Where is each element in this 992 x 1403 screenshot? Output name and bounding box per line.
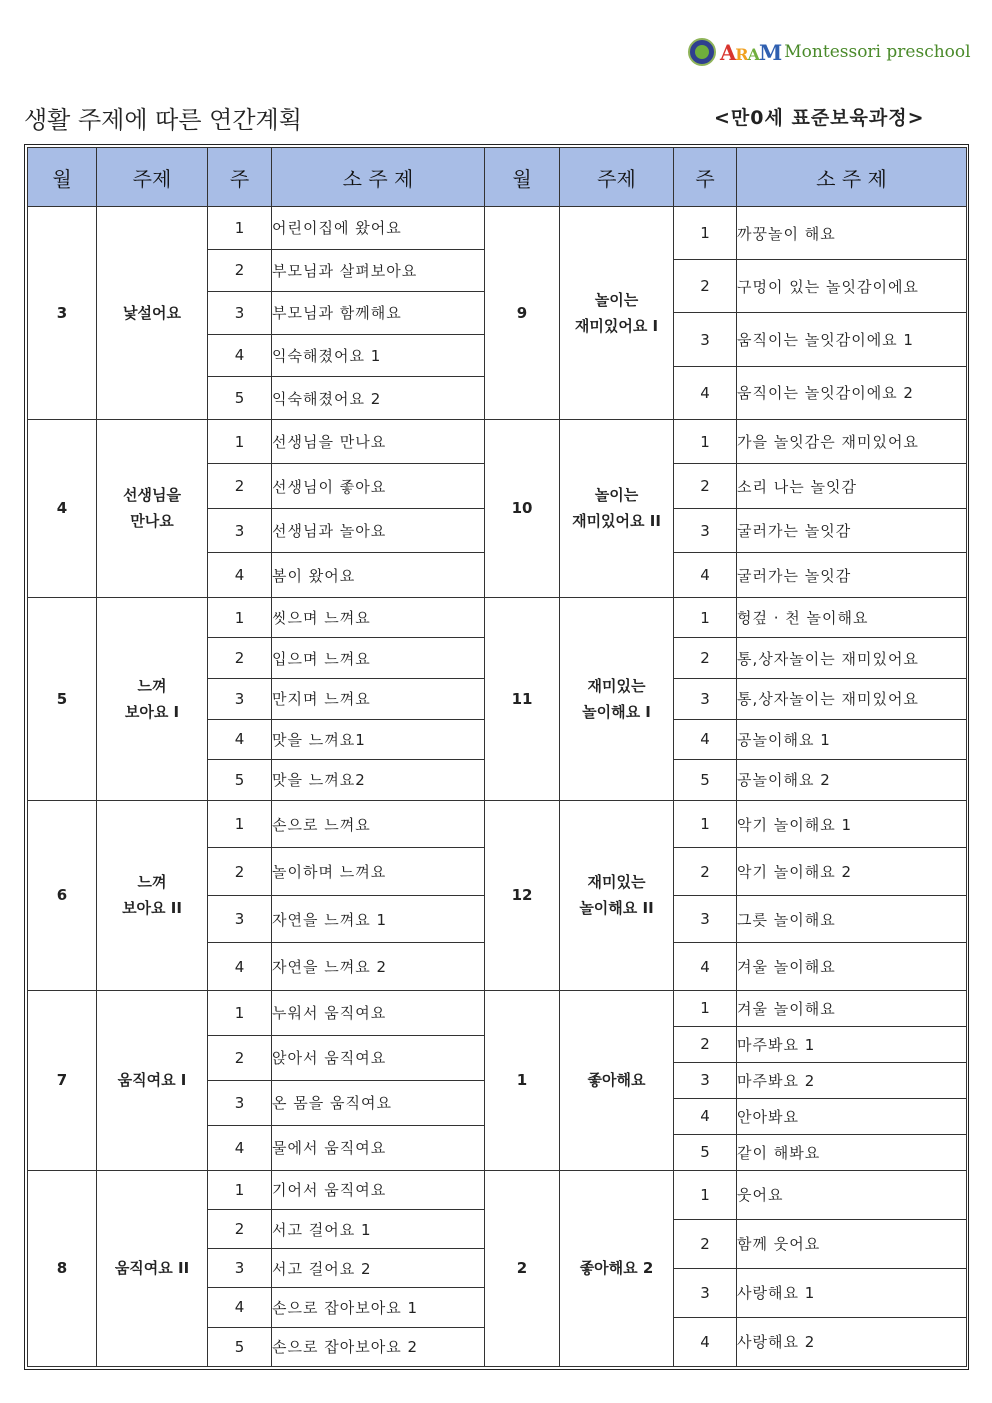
- header-month: 월: [485, 148, 560, 207]
- theme-cell: 느껴 보아요 I: [97, 597, 208, 800]
- week-cell: 5: [208, 1327, 272, 1366]
- week-cell: 4: [208, 1125, 272, 1170]
- subtopic-cell: 마주봐요 1: [737, 1026, 967, 1062]
- week-cell: 3: [674, 679, 737, 720]
- subtopic-cell: 자연을 느껴요 2: [272, 943, 485, 991]
- subtopic-cell: 통,상자놀이는 재미있어요: [737, 638, 967, 679]
- subtopic-cell: 물에서 움직여요: [272, 1125, 485, 1170]
- subtopic-cell: 안아봐요: [737, 1098, 967, 1134]
- header-week: 주: [674, 148, 737, 207]
- table-row: [28, 207, 967, 218]
- subtopic-cell: 봄이 왔어요: [272, 553, 485, 598]
- week-cell: 3: [208, 679, 272, 720]
- subtopic-cell: 손으로 잡아보아요 1: [272, 1288, 485, 1327]
- subtopic-cell: 씻으며 느껴요: [272, 597, 485, 638]
- subtopic-cell: 함께 웃어요: [737, 1219, 967, 1268]
- header-theme: 주제: [97, 148, 208, 207]
- subtopic-cell: 그릇 놀이해요: [737, 895, 967, 943]
- table-row: [28, 597, 967, 638]
- week-cell: 1: [674, 800, 737, 848]
- subtopic-cell: 맛을 느껴요1: [272, 719, 485, 760]
- theme-cell: 느껴 보아요 II: [97, 800, 208, 990]
- month-cell: 3: [28, 207, 97, 420]
- week-cell: 4: [674, 1098, 737, 1134]
- week-cell: 3: [674, 1268, 737, 1317]
- month-cell: 7: [28, 990, 97, 1170]
- subtopic-cell: 기어서 움직여요: [272, 1170, 485, 1209]
- week-cell: 1: [674, 207, 737, 260]
- logo-text: Montessori preschool: [784, 42, 971, 62]
- month-cell: 11: [485, 597, 560, 800]
- month-cell: 12: [485, 800, 560, 990]
- subtopic-cell: 움직이는 놀잇감이에요 1: [737, 313, 967, 366]
- subtopic-cell: 굴러가는 놀잇감: [737, 508, 967, 553]
- month-cell: 10: [485, 419, 560, 597]
- table-row: [28, 990, 967, 999]
- subtopic-cell: 같이 해봐요: [737, 1134, 967, 1170]
- week-cell: 1: [208, 207, 272, 250]
- week-cell: 2: [208, 1209, 272, 1248]
- table-row: [28, 1170, 967, 1180]
- table-row: [28, 800, 967, 848]
- subtopic-cell: 익숙해졌어요 2: [272, 377, 485, 420]
- table-row: [28, 419, 967, 464]
- week-cell: 2: [674, 464, 737, 509]
- subtopic-cell: 부모님과 함께해요: [272, 292, 485, 335]
- week-cell: 3: [674, 895, 737, 943]
- week-cell: 5: [208, 760, 272, 801]
- subtopic-cell: 입으며 느껴요: [272, 638, 485, 679]
- week-cell: 1: [208, 800, 272, 848]
- week-cell: 4: [674, 1317, 737, 1366]
- week-cell: 4: [208, 1288, 272, 1327]
- header-theme: 주제: [560, 148, 674, 207]
- week-cell: 5: [674, 1134, 737, 1170]
- month-cell: 2: [485, 1170, 560, 1366]
- week-cell: 1: [208, 597, 272, 638]
- subtopic-cell: 통,상자놀이는 재미있어요: [737, 679, 967, 720]
- week-cell: 3: [208, 1249, 272, 1288]
- week-cell: 2: [208, 638, 272, 679]
- week-cell: 4: [208, 553, 272, 598]
- week-cell: 4: [208, 719, 272, 760]
- subtopic-cell: 앉아서 움직여요: [272, 1035, 485, 1080]
- subtopic-cell: 누워서 움직여요: [272, 990, 485, 1035]
- theme-cell: 재미있는 놀이해요 II: [560, 800, 674, 990]
- theme-cell: 낯설어요: [97, 207, 208, 420]
- subtopic-cell: 서고 걸어요 1: [272, 1209, 485, 1248]
- subtopic-cell: 헝겊 · 천 놀이해요: [737, 597, 967, 638]
- subtopic-cell: 마주봐요 2: [737, 1062, 967, 1098]
- logo-aram: ARAM: [720, 39, 782, 65]
- week-cell: 2: [674, 260, 737, 313]
- subtopic-cell: 선생님이 좋아요: [272, 464, 485, 509]
- week-cell: 4: [208, 334, 272, 377]
- week-cell: 5: [208, 377, 272, 420]
- week-cell: 4: [674, 366, 737, 419]
- week-cell: 2: [208, 1035, 272, 1080]
- week-cell: 3: [208, 895, 272, 943]
- week-cell: 2: [674, 848, 737, 896]
- annual-plan-table: [27, 147, 967, 1367]
- subtopic-cell: 놀이하며 느껴요: [272, 848, 485, 896]
- week-cell: 1: [674, 597, 737, 638]
- month-cell: 6: [28, 800, 97, 990]
- week-cell: 1: [208, 419, 272, 464]
- subtopic-cell: 겨울 놀이해요: [737, 943, 967, 991]
- subtopic-cell: 움직이는 놀잇감이에요 2: [737, 366, 967, 419]
- week-cell: 2: [674, 1219, 737, 1268]
- subtopic-cell: 익숙해졌어요 1: [272, 334, 485, 377]
- month-cell: 1: [485, 990, 560, 1170]
- week-cell: 4: [674, 719, 737, 760]
- subtopic-cell: 서고 걸어요 2: [272, 1249, 485, 1288]
- subtopic-cell: 구멍이 있는 놀잇감이에요: [737, 260, 967, 313]
- subtopic-cell: 사랑해요 1: [737, 1268, 967, 1317]
- subtopic-cell: 어린이집에 왔어요: [272, 207, 485, 250]
- week-cell: 4: [208, 943, 272, 991]
- logo-emblem-icon: [688, 38, 716, 66]
- header-week: 주: [208, 148, 272, 207]
- subtopic-cell: 까꿍놀이 해요: [737, 207, 967, 260]
- subtopic-cell: 웃어요: [737, 1170, 967, 1219]
- week-cell: 2: [208, 249, 272, 292]
- month-cell: 5: [28, 597, 97, 800]
- header-subtopic: 소 주 제: [737, 148, 967, 207]
- week-cell: 2: [674, 1026, 737, 1062]
- theme-cell: 놀이는 재미있어요 II: [560, 419, 674, 597]
- header-month: 월: [28, 148, 97, 207]
- subtopic-cell: 악기 놀이해요 2: [737, 848, 967, 896]
- week-cell: 3: [674, 313, 737, 366]
- week-cell: 2: [208, 848, 272, 896]
- subtopic-cell: 선생님과 놀아요: [272, 508, 485, 553]
- subtopic-cell: 자연을 느껴요 1: [272, 895, 485, 943]
- week-cell: 1: [674, 1170, 737, 1219]
- subtopic-cell: 맛을 느껴요2: [272, 760, 485, 801]
- week-cell: 4: [674, 553, 737, 598]
- theme-cell: 놀이는 재미있어요 I: [560, 207, 674, 420]
- subtopic-cell: 소리 나는 놀잇감: [737, 464, 967, 509]
- week-cell: 3: [674, 508, 737, 553]
- week-cell: 5: [674, 760, 737, 801]
- logo: [688, 36, 971, 68]
- month-cell: 9: [485, 207, 560, 420]
- subtopic-cell: 가을 놀잇감은 재미있어요: [737, 419, 967, 464]
- theme-cell: 선생님을 만나요: [97, 419, 208, 597]
- theme-cell: 움직여요 II: [97, 1170, 208, 1366]
- week-cell: 1: [208, 1170, 272, 1209]
- month-cell: 8: [28, 1170, 97, 1366]
- subtopic-cell: 겨울 놀이해요: [737, 990, 967, 1026]
- subtopic-cell: 손으로 잡아보아요 2: [272, 1327, 485, 1366]
- subtopic-cell: 굴러가는 놀잇감: [737, 553, 967, 598]
- subtopic-cell: 선생님을 만나요: [272, 419, 485, 464]
- theme-cell: 재미있는 놀이해요 I: [560, 597, 674, 800]
- week-cell: 3: [208, 1080, 272, 1125]
- subtopic-cell: 온 몸을 움직여요: [272, 1080, 485, 1125]
- week-cell: 3: [208, 292, 272, 335]
- subtopic-cell: 악기 놀이해요 1: [737, 800, 967, 848]
- subtopic-cell: 부모님과 살펴보아요: [272, 249, 485, 292]
- page-subtitle: <만0세 표준보육과정>: [714, 107, 925, 129]
- page-title: 생활 주제에 따른 연간계획: [24, 106, 302, 134]
- week-cell: 1: [208, 990, 272, 1035]
- header-subtopic: 소 주 제: [272, 148, 485, 207]
- week-cell: 2: [208, 464, 272, 509]
- week-cell: 3: [208, 508, 272, 553]
- week-cell: 1: [674, 990, 737, 1026]
- week-cell: 1: [674, 419, 737, 464]
- week-cell: 3: [674, 1062, 737, 1098]
- month-cell: 4: [28, 419, 97, 597]
- week-cell: 2: [674, 638, 737, 679]
- theme-cell: 좋아해요 2: [560, 1170, 674, 1366]
- subtopic-cell: 공놀이해요 2: [737, 760, 967, 801]
- theme-cell: 좋아해요: [560, 990, 674, 1170]
- subtopic-cell: 손으로 느껴요: [272, 800, 485, 848]
- subtopic-cell: 공놀이해요 1: [737, 719, 967, 760]
- subtopic-cell: 사랑해요 2: [737, 1317, 967, 1366]
- header-row: [28, 148, 967, 207]
- subtopic-cell: 만지며 느껴요: [272, 679, 485, 720]
- week-cell: 4: [674, 943, 737, 991]
- theme-cell: 움직여요 I: [97, 990, 208, 1170]
